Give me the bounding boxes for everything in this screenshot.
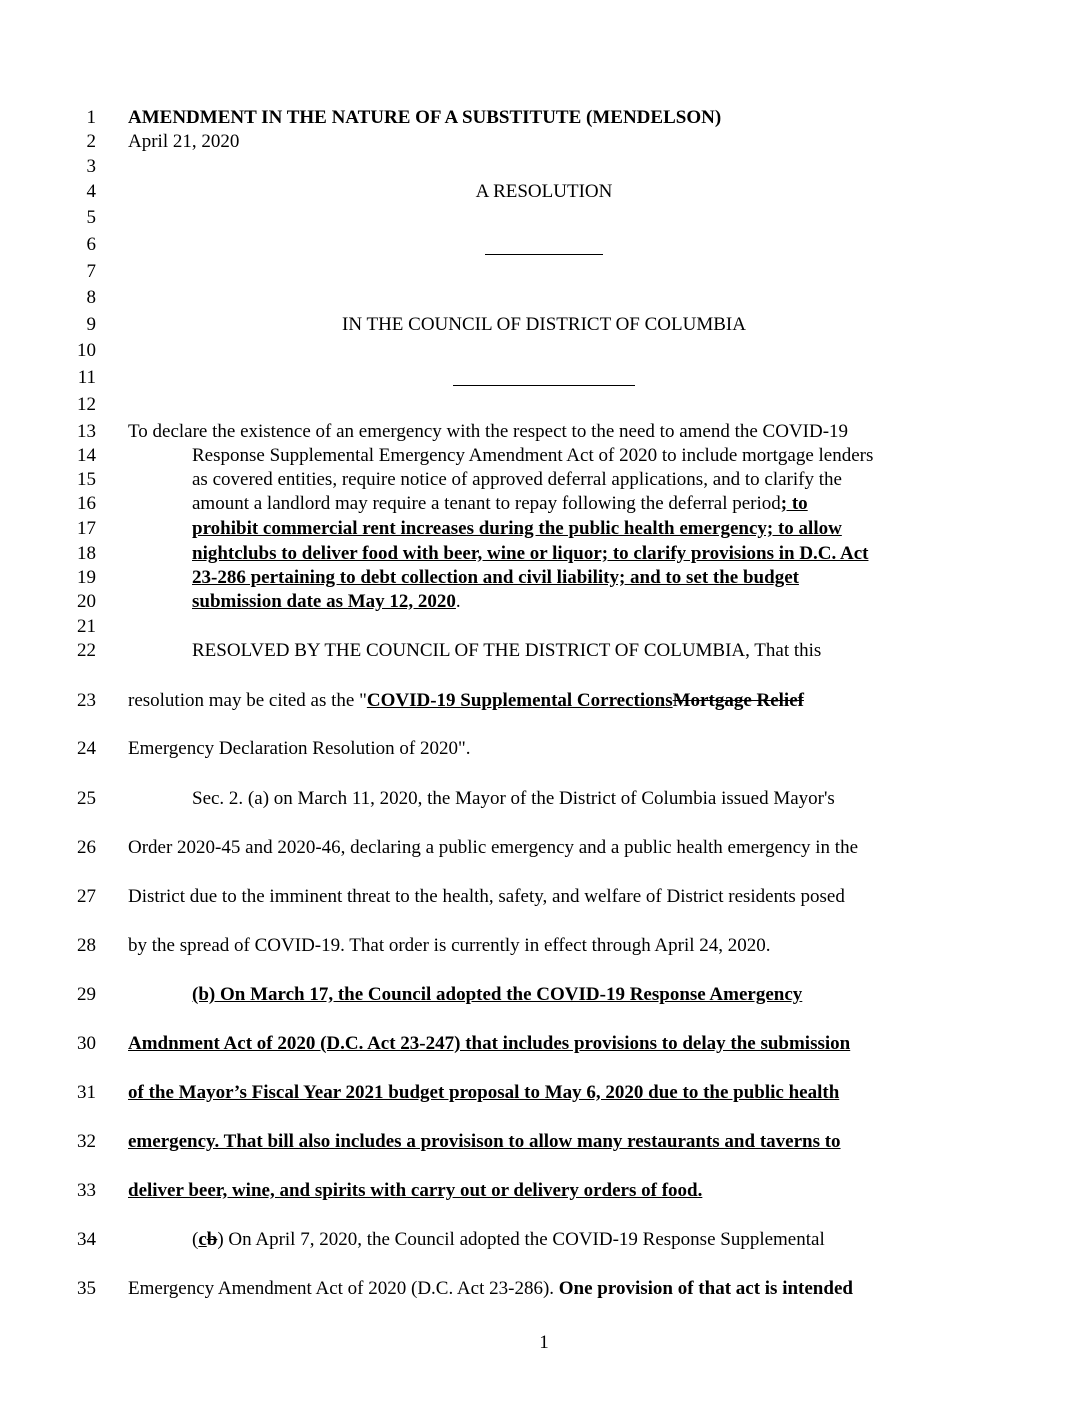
line-number: 26 <box>77 837 96 858</box>
signature-rule-long <box>453 385 635 386</box>
body-text: Emergency Amendment Act of 2020 (D.C. Act 23-286). <box>128 1278 559 1299</box>
inserted-text: COVID-19 Supplemental Corrections <box>366 690 673 711</box>
body-line: by the spread of COVID-19. That order is currently in effect through April 24, 2020. <box>128 935 771 956</box>
bold-text: One provision of that act is intended <box>558 1278 853 1299</box>
inserted-text: 23-286 pertaining to debt collection and civil liability; and to set the budget <box>192 567 799 588</box>
inserted-text: Amdnment Act of 2020 (D.C. Act 23-247) that includes provisions to delay the submission <box>128 1033 851 1054</box>
line-number: 15 <box>77 469 96 490</box>
title-clause-line <box>192 492 808 516</box>
line-number: 12 <box>77 394 96 415</box>
line-number: 30 <box>77 1033 96 1054</box>
inserted-text: submission date as May 12, 2020 <box>192 591 456 612</box>
inserted-text: emergency. That bill also includes a provisison to allow many restaurants and taverns to <box>128 1131 841 1152</box>
line-number: 22 <box>77 640 96 661</box>
signature-rule-short <box>485 254 603 255</box>
line-number: 20 <box>77 591 96 612</box>
resolved-clause: RESOLVED BY THE COUNCIL OF THE DISTRICT OF COLUMBIA, That this <box>192 640 822 661</box>
line-number: 33 <box>77 1180 96 1201</box>
line-number: 25 <box>77 788 96 809</box>
title-clause-text: amount a landlord may require a tenant to repay following the deferral period <box>192 493 781 514</box>
body-line: Emergency Declaration Resolution of 2020". <box>128 738 471 759</box>
line-number: 19 <box>77 567 96 588</box>
inserted-text: prohibit commercial rent increases during the public health emergency; to allow <box>192 518 842 539</box>
line-number: 24 <box>77 738 96 759</box>
line-number: 6 <box>86 234 96 255</box>
body-line: Order 2020-45 and 2020-46, declaring a public emergency and a public health emergency in the <box>128 837 859 858</box>
line-number: 8 <box>86 287 96 308</box>
body-text: ( <box>192 1229 199 1250</box>
title-clause-text: . <box>455 591 461 612</box>
deleted-text: Mortgage Relief <box>672 690 804 711</box>
inserted-text: of the Mayor’s Fiscal Year 2021 budget proposal to May 6, 2020 due to the public health <box>128 1082 840 1103</box>
body-line <box>128 689 804 713</box>
inserted-text: (b) On March 17, the Council adopted the COVID-19 Response Amergency <box>192 984 803 1005</box>
line-number: 14 <box>77 445 96 466</box>
amendment-date: April 21, 2020 <box>128 131 240 152</box>
line-number: 28 <box>77 935 96 956</box>
title-clause-line: Response Supplemental Emergency Amendment Act of 2020 to include mortgage lenders <box>192 445 874 466</box>
body-line: District due to the imminent threat to the health, safety, and welfare of District residents posed <box>128 886 845 907</box>
title-clause-line: as covered entities, require notice of approved deferral applications, and to clarify the <box>192 469 842 490</box>
line-number: 34 <box>77 1229 96 1250</box>
line-number: 1 <box>86 107 96 128</box>
inserted-text: ; to <box>780 493 808 514</box>
line-number: 23 <box>77 690 96 711</box>
line-number: 16 <box>77 493 96 514</box>
inserted-text: c <box>198 1229 207 1250</box>
line-number: 7 <box>86 261 96 282</box>
line-number: 35 <box>77 1278 96 1299</box>
line-number: 29 <box>77 984 96 1005</box>
line-number: 13 <box>77 421 96 442</box>
line-number: 31 <box>77 1082 96 1103</box>
body-text: resolution may be cited as the " <box>128 690 367 711</box>
line-number: 17 <box>77 518 96 539</box>
inserted-text: deliver beer, wine, and spirits with carry out or delivery orders of food. <box>128 1180 703 1201</box>
title-clause-line <box>192 590 461 614</box>
line-number: 4 <box>86 181 96 202</box>
line-number: 2 <box>86 131 96 152</box>
line-number: 5 <box>86 207 96 228</box>
line-number: 10 <box>77 340 96 361</box>
amendment-title: AMENDMENT IN THE NATURE OF A SUBSTITUTE (MENDELSON) <box>128 107 722 128</box>
body-line <box>128 1277 853 1301</box>
line-number: 11 <box>77 367 96 388</box>
body-line <box>192 1228 825 1252</box>
deleted-text: b <box>206 1229 218 1250</box>
document-type-heading: A RESOLUTION <box>475 181 613 202</box>
line-number: 32 <box>77 1131 96 1152</box>
line-number: 27 <box>77 886 96 907</box>
title-clause-line: To declare the existence of an emergency with the respect to the need to amend the COVID-19 <box>128 421 849 442</box>
body-text: ) On April 7, 2020, the Council adopted the COVID-19 Response Supplemental <box>217 1229 825 1250</box>
line-number: 9 <box>86 314 96 335</box>
line-number: 21 <box>77 616 96 637</box>
council-heading: IN THE COUNCIL OF DISTRICT OF COLUMBIA <box>342 314 746 335</box>
line-number: 3 <box>86 156 96 177</box>
inserted-text: nightclubs to deliver food with beer, wine or liquor; to clarify provisions in D.C. Act <box>192 543 869 564</box>
line-number: 18 <box>77 543 96 564</box>
page-number: 1 <box>539 1332 549 1353</box>
body-line: Sec. 2. (a) on March 11, 2020, the Mayor of the District of Columbia issued Mayor's <box>192 788 835 809</box>
